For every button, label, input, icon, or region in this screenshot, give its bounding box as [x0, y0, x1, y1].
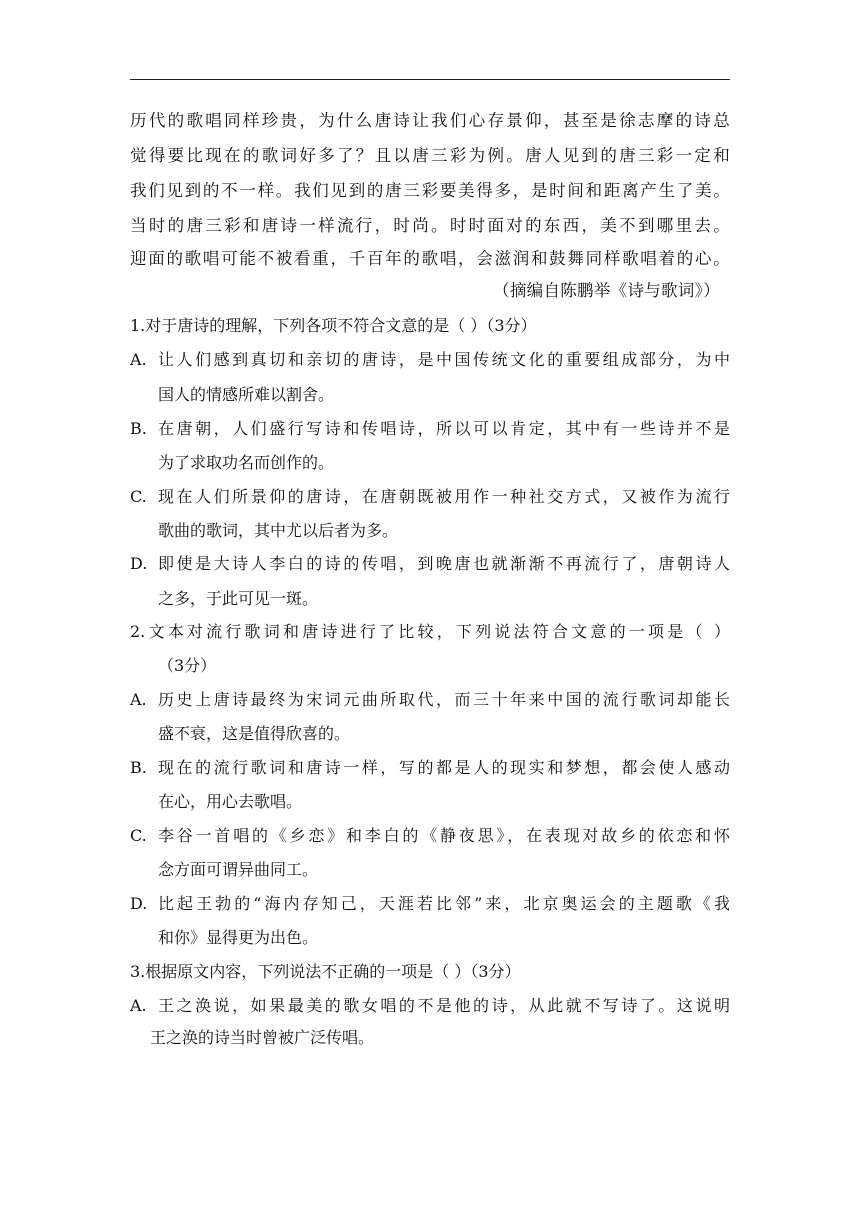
option-text-continued: 国人的情感所难以割舍。: [158, 385, 335, 404]
option-text: 即使是大诗人李白的诗的传唱，到晚唐也就渐渐不再流行了，唐朝诗人: [158, 554, 730, 573]
option-text: 李谷一首唱的《乡恋》和李白的《静夜思》，在表现对故乡的依恋和怀: [158, 826, 730, 845]
option-label: C.: [130, 487, 147, 506]
passage-line: 觉得要比现在的歌词好多了？且以唐三彩为例。唐人见到的唐三彩一定和: [130, 146, 730, 165]
passage-line: 历代的歌唱同样珍贵，为什么唐诗让我们心存景仰，甚至是徐志摩的诗总: [130, 111, 730, 130]
option-text-continued: 王之涣的诗当时曾被广泛传唱。: [150, 1028, 375, 1047]
option-text: 现在的流行歌词和唐诗一样，写的都是人的现实和梦想，都会使人感动: [158, 758, 730, 777]
option-text-continued: 之多，于此可见一斑。: [158, 589, 319, 608]
option-text: 比起王勃的“海内存知己，天涯若比邻”来，北京奥运会的主题歌《我: [158, 894, 730, 913]
option-c: [130, 487, 730, 507]
option-text-continued: 念方面可谓异曲同工。: [158, 860, 319, 879]
option-text: 在唐朝，人们盛行写诗和传唱诗，所以可以肯定，其中有一些诗并不是: [158, 419, 730, 438]
option-label: D.: [130, 894, 148, 913]
option-a: [130, 996, 730, 1016]
passage-line: 当时的唐三彩和唐诗一样流行，时尚。时时面对的东西，美不到哪里去。: [130, 216, 730, 235]
question-stem: 1.对于唐诗的理解，下列各项不符合文意的是（ ）（3分）: [130, 316, 537, 335]
option-d: [130, 554, 730, 574]
option-label: D.: [130, 554, 148, 573]
passage-line: 我们见到的不一样。我们见到的唐三彩要美得多，是时间和距离产生了美。: [130, 181, 730, 200]
option-label: A.: [130, 996, 147, 1015]
option-a: [130, 350, 730, 370]
option-text: 历史上唐诗最终为宋词元曲所取代，而三十年来中国的流行歌词却能长: [158, 690, 730, 709]
option-label: A.: [130, 690, 147, 709]
option-b: [130, 758, 730, 778]
option-text: 王之涣说，如果最美的歌女唱的不是他的诗，从此就不写诗了。这说明: [158, 996, 730, 1015]
option-text: 让人们感到真切和亲切的唐诗，是中国传统文化的重要组成部分，为中: [158, 350, 730, 369]
option-label: B.: [130, 419, 147, 438]
option-text: 现在人们所景仰的唐诗，在唐朝既被用作一种社交方式，又被作为流行: [158, 487, 730, 506]
option-a: [130, 690, 730, 710]
option-text-continued: 盛不衰，这是值得欣喜的。: [158, 724, 351, 743]
option-b: [130, 419, 730, 439]
option-text-continued: 和你》显得更为出色。: [158, 928, 319, 947]
option-text-continued: 为了求取功名而创作的。: [158, 453, 335, 472]
question-stem: 2.文本对流行歌词和唐诗进行了比较，下列说法符合文意的一项是（ ）: [130, 622, 730, 641]
option-label: C.: [130, 826, 147, 845]
option-label: B.: [130, 758, 147, 777]
header-rule: [130, 79, 730, 80]
option-text-continued: 在心，用心去歌唱。: [158, 792, 303, 811]
option-label: A.: [130, 350, 147, 369]
passage-line: 迎面的歌唱可能不被看重，千百年的歌唱，会滋润和鼓舞同样歌唱着的心。: [130, 249, 730, 268]
question-stem: 3.根据原文内容，下列说法不正确的一项是（ ）（3分）: [130, 962, 521, 981]
option-c: [130, 826, 730, 846]
question-stem-continued: （3分）: [158, 656, 217, 675]
option-text-continued: 歌曲的歌词，其中尤以后者为多。: [158, 521, 399, 540]
option-d: [130, 894, 730, 914]
passage-citation: （摘编自陈鹏举《诗与歌词》）: [493, 281, 720, 300]
